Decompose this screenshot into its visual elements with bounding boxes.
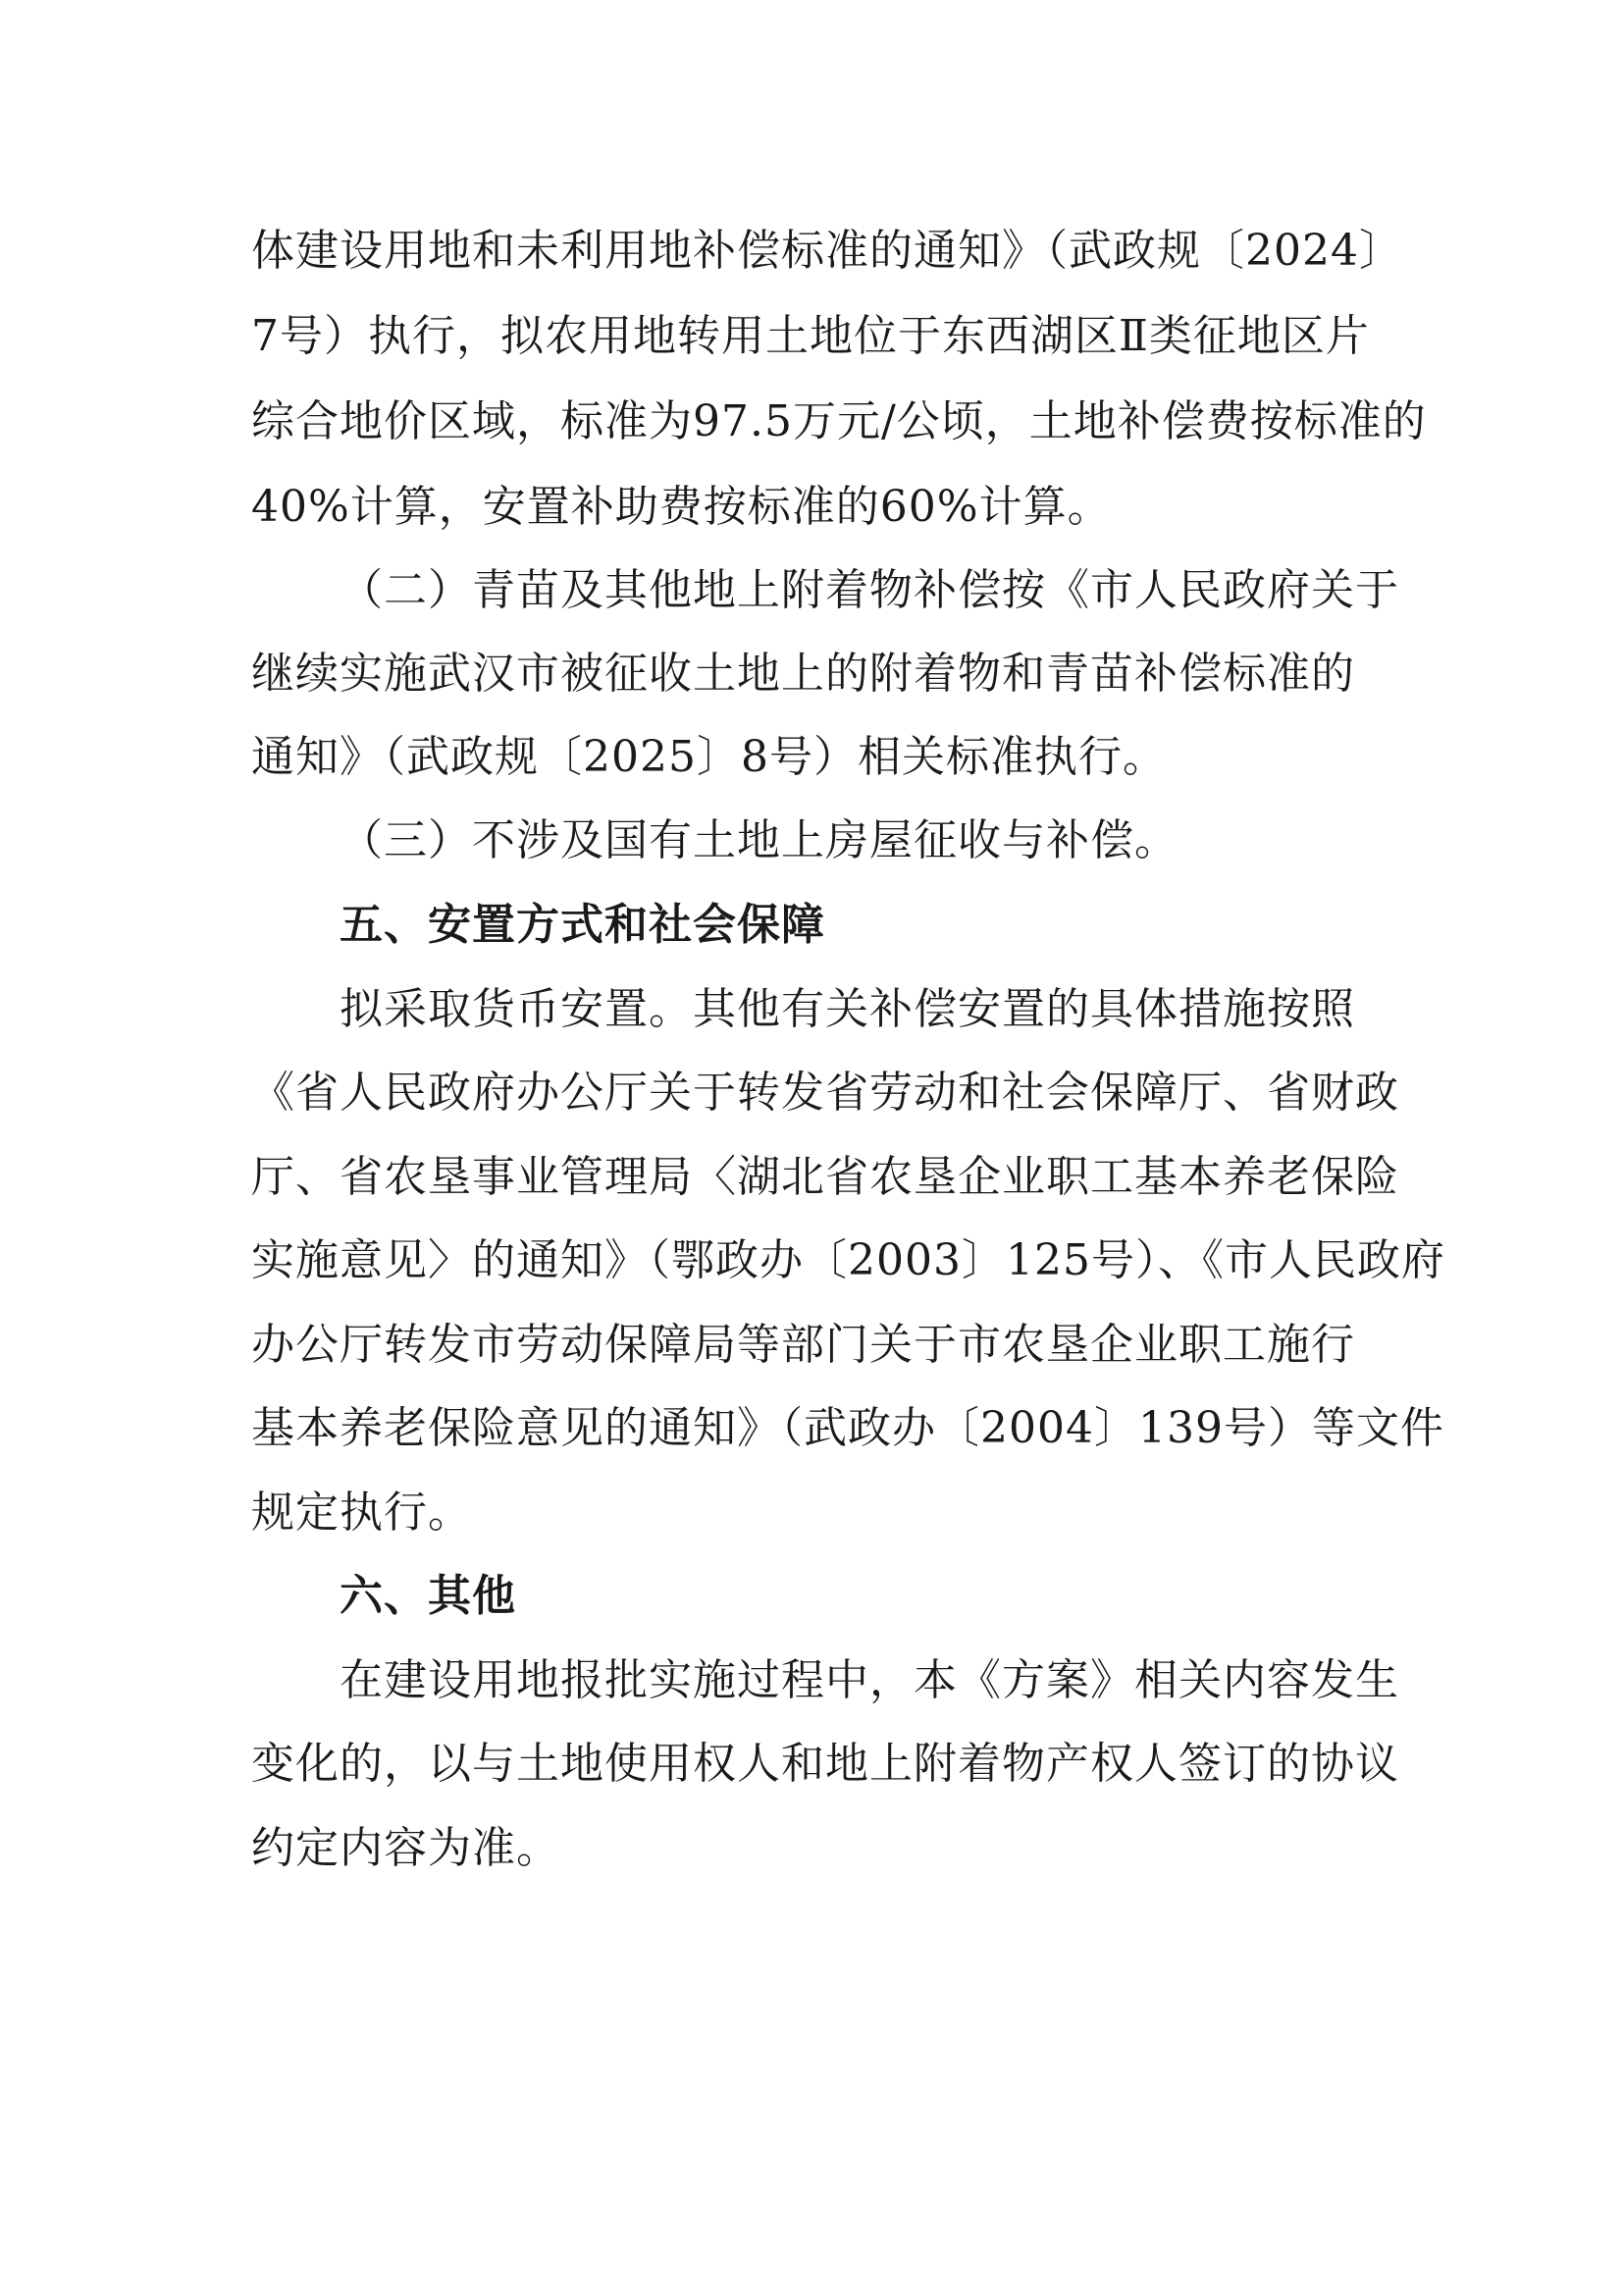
body-text-line: 通知》（武政规〔2025〕8号）相关标准执行。 <box>251 732 1167 782</box>
body-text-line: 拟采取货币安置。其他有关补偿安置的具体措施按照 <box>340 984 1355 1034</box>
body-text-line: 在建设用地报批实施过程中，本《方案》相关内容发生 <box>340 1655 1399 1705</box>
body-text-line: 40%计算，安置补助费按标准的60%计算。 <box>251 482 1112 532</box>
body-text-line: 变化的，以与土地使用权人和地上附着物产权人签订的协议 <box>251 1739 1399 1789</box>
body-text-line: 厅、省农垦事业管理局〈湖北省农垦企业职工基本养老保险 <box>251 1152 1399 1202</box>
section-heading-5: 五、安置方式和社会保障 <box>340 900 825 950</box>
body-text-line: 继续实施武汉市被征收土地上的附着物和青苗补偿标准的 <box>251 649 1355 699</box>
body-text-line: 约定内容为准。 <box>251 1823 560 1873</box>
body-text-line: 《省人民政府办公厅关于转发省劳动和社会保障厅、省财政 <box>251 1068 1399 1118</box>
body-text-line: 办公厅转发市劳动保障局等部门关于市农垦企业职工施行 <box>251 1320 1355 1370</box>
body-text-line: 规定执行。 <box>251 1487 472 1538</box>
body-text-line: 基本养老保险意见的通知》（武政办〔2004〕139号）等文件 <box>251 1403 1444 1453</box>
body-text-line: （三）不涉及国有土地上房屋征收与补偿。 <box>340 815 1178 865</box>
body-text-line: 7号）执行，拟农用地转用土地位于东西湖区Ⅱ类征地区片 <box>251 311 1370 361</box>
body-text-line: 综合地价区域，标准为97.5万元/公顷，土地补偿费按标准的 <box>251 396 1427 446</box>
body-text-line: （二）青苗及其他地上附着物补偿按《市人民政府关于 <box>340 565 1399 615</box>
section-heading-6: 六、其他 <box>340 1571 516 1621</box>
body-text-line: 实施意见〉的通知》（鄂政办〔2003〕125号）、《市人民政府 <box>251 1235 1445 1285</box>
body-text-line: 体建设用地和未利用地补偿标准的通知》（武政规〔2024〕 <box>251 226 1403 276</box>
